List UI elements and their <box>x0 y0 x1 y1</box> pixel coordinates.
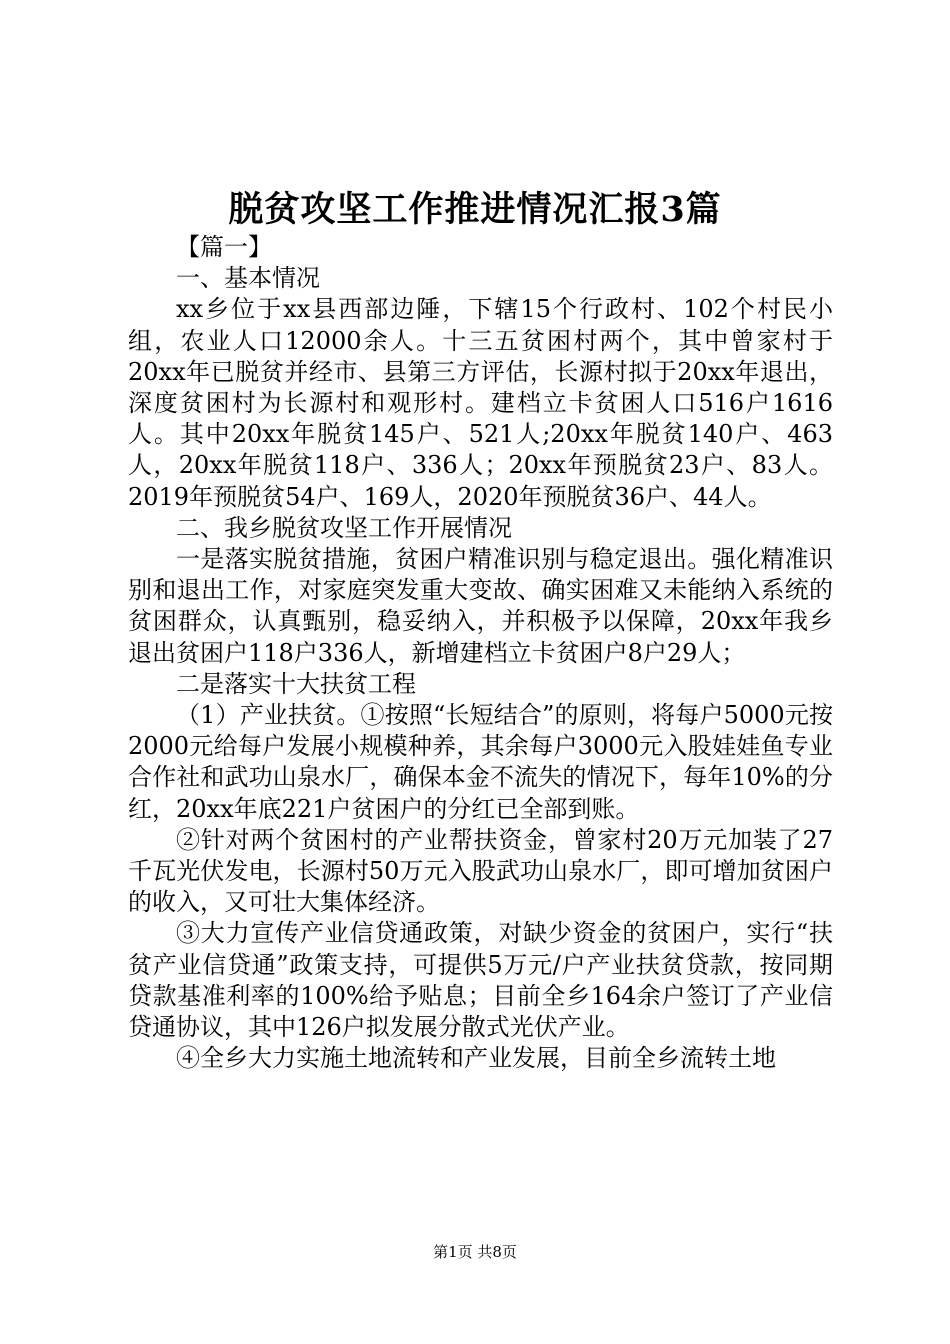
body-paragraph: （1）产业扶贫。①按照“长短结合”的原则，将每户5000元按2000元给每户发展小规模种养，其余每户3000元入股娃娃鱼专业合作社和武功山泉水厂，确保本金不流失的情况下，每年10%的分红，20xx年底221户贫困户的分红已全部到账。 <box>128 701 833 823</box>
page-footer: 第1页 共8页 <box>433 1243 517 1261</box>
body-paragraph: ③大力宣传产业信贷通政策，对缺少资金的贫困户，实行“扶贫产业信贷通”政策支持，可提供5万元/户产业扶贫贷款，按同期贷款基准利率的100%给予贴息；目前全乡164余户签订了产业信贷通协议，其中126户拟发展分散式光伏产业。 <box>128 919 833 1042</box>
section-subheading: 二、我乡脱贫攻坚工作开展情况 <box>176 513 512 542</box>
document-title: 脱贫攻坚工作推进情况汇报3篇 <box>228 189 722 230</box>
body-paragraph: ④全乡大力实施土地流转和产业发展，目前全乡流转土地 <box>176 1044 776 1073</box>
body-paragraph: 一是落实脱贫措施，贫困户精准识别与稳定退出。强化精准识别和退出工作，对家庭突发重大变故、确实困难又未能纳入系统的贫困群众，认真甄别，稳妥纳入，并积极予以保障，20xx年我乡退出贫困户118户336人，新增建档立卡贫困户8户29人； <box>128 545 833 667</box>
body-paragraph: 二是落实十大扶贫工程 <box>176 669 416 698</box>
document-body <box>128 232 833 1074</box>
body-paragraph: xx乡位于xx县西部边陲，下辖15个行政村、102个村民小组，农业人口12000余人。十三五贫困村两个，其中曾家村于20xx年已脱贫并经市、县第三方评估，长源村拟于20xx年退出，深度贫困村为长源村和观形村。建档立卡贫困人口516户1616人。其中20xx年脱贫145户、521人;20xx年脱贫140户、463人，20xx年脱贫118户、336人；20xx年预脱贫23户、83人。2019年预脱贫54户、169人，2020年预脱贫36户、44人。 <box>128 295 833 511</box>
section-subheading: 一、基本情况 <box>176 264 320 293</box>
body-paragraph: ②针对两个贫困村的产业帮扶资金，曾家村20万元加装了27千瓦光伏发电，长源村50万元入股武功山泉水厂，即可增加贫困户的收入，又可壮大集体经济。 <box>128 825 833 917</box>
section-heading: 【篇一】 <box>176 233 272 261</box>
